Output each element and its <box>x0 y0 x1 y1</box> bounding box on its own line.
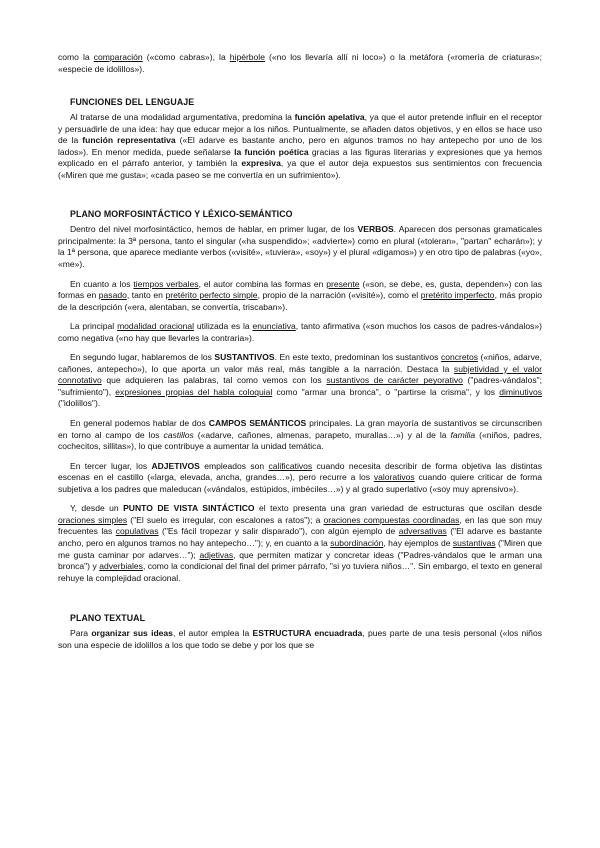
plano-textual-paragraph: Para organizar sus ideas, el autor emplea la ESTRUCTURA encuadrada, pues parte de una tesis personal («los niños son una especie de idolillos a los que todo se debe y por los que se <box>58 628 542 650</box>
tiempos-verbales-paragraph: En cuanto a los tiempos verbales, el autor combina las formas en presente («son, se debe, es, gusta, dependen») con las formas en pasado, tanto en pretérito perfecto simple, propio de la narración («visité»), como el pretérito imperfecto, más propio de la descripción («era, alentaban, se convertía, triscaban»). <box>58 278 542 312</box>
section-heading-funciones: FUNCIONES DEL LENGUAJE <box>70 97 195 108</box>
term-hiperbole: hipérbole <box>229 52 265 62</box>
modalidad-paragraph: La principal modalidad oracional utilizada es la enunciativa, tanto afirmativa («son muchos los casos de padres-vándalos») como negativa («no hay que llevarles la contraria»). <box>58 321 542 343</box>
adjetivos-paragraph: En tercer lugar, los ADJETIVOS empleados son calificativos cuando necesita describir de forma objetiva las distintas escenas en el castillo («larga, elevada, ancha, grandes…»), pero recurre a los valorativos cuando quiere criticar de forma subjetiva a los padres que maleducan («vándalos, estúpidos, imbéciles…») y al grado superlativo («soy muy aprensivo»). <box>58 460 543 494</box>
term-comparacion: comparación <box>93 52 143 62</box>
campos-semanticos-paragraph: En general podemos hablar de dos CAMPOS SEMÁNTICOS principales. La gran mayoría de sustantivos se circunscriben en torno al campo de los castillos («adarve, cañones, almenas, parapeto, murallas…») y al de la familia («niños, padres, cochecitos, sillitas»), lo que contribuye a aumentar la unidad temática. <box>58 418 543 452</box>
section-heading-plano-textual: PLANO TEXTUAL <box>70 613 146 624</box>
funciones-paragraph: Al tratarse de una modalidad argumentativa, predomina la función apelativa, ya que el autor pretende influir en el receptor y persuadirle de una idea: hay que educar mejor a los niños. Puntualmente, se añaden datos objetivos, y en ellos se hace uso de la función representativa («El adarve es bastante ancho, pero en algunos tramos no hay antepecho por uno de los lados»). En menor medida, puede señalarse la función poética gracias a las figuras literarias y expresiones que ya hemos explicado en el párrafo anterior, y también la expresiva, ya que el autor deja expuestos sus sentimientos con frecuencia («Miren que me gusta»; «cada paseo se me convertía en un sufrimiento»). <box>58 112 542 180</box>
sintactico-paragraph: Y, desde un PUNTO DE VISTA SINTÁCTICO el texto presenta una gran variedad de estructuras que oscilan desde oraciones simples ("El suelo es irregular, con escalones a ratos"); a oraciones compuestas coordinadas, en las que son muy frecuentes las copulativas ("Es fácil tropezar y salir disparado"), con algún ejemplo de adversativas ("El adarve es bastante ancho, pero en algunos tramos no hay antepecho…"); y, en cuanto a la subordinación, hay ejemplos de sustantivas ("Miren que me gusta caminar por adarves…"); adjetivas, que permiten matizar y concretar ideas ("Padres-vándalos que le arman una bronca") y adverbiales, como la condicional del final del primer párrafo, "si yo tuviera niños…". Sin embargo, el texto en general rehuye la complejidad oracional. <box>58 503 543 583</box>
verbos-paragraph: Dentro del nivel morfosintáctico, hemos de hablar, en primer lugar, de los VERBOS. Aparecen dos personas gramaticales principalmente: la 3ª persona, tanto el singular («ha suspendido»; «advierte») como en plural («toleran», "partan" echarán»); y la 1ª persona, que aparece mediante verbos («visité», «tuviera», «soy») y el plural «digamos») y en otro tipo de palabras («yo», «me»). <box>58 224 542 270</box>
section-heading-morfosintactico: PLANO MORFOSINTÁCTICO Y LÉXICO-SEMÁNTICO <box>70 209 293 220</box>
intro-paragraph: como la comparación («como cabras»), la hipérbole («no los llevaría allí ni loco») o la metáfora («romería de criaturas»; «especie de idolillos»). <box>58 52 543 74</box>
sustantivos-paragraph: En segundo lugar, hablaremos de los SUSTANTIVOS. En este texto, predominan los sustantivos concretos («niños, adarve, cañones, antepecho»), lo que aporta un valor más real, más tangible a la narración. Destaca la subjetividad y el valor connotativo que adquieren las palabras, tal como vemos con los sustantivos de carácter peyorativo ("padres-vándalos"; "sufrimiento"), expresiones propias del habla coloquial como "armar una bronca", o "partirse la crisma", y los diminutivos ("idolillos"). <box>58 352 543 409</box>
document-body <box>58 52 542 659</box>
